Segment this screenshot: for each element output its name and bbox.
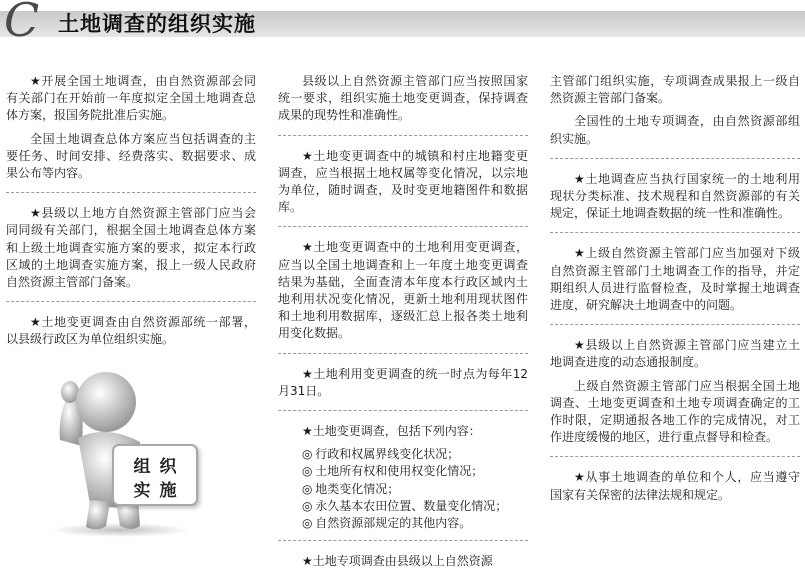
bullet-icon: ◎: [302, 481, 313, 496]
paragraph: ★土地变更调查中的土地利用变更调查，应当以全国土地调查和上一年度土地变更调查结果为基础，全面查清本年度本行政区域内土地利用状况变化情况，更新土地利用现状图件和土地利用数据库，逐级汇总上报各类土地利用变化数据。: [278, 240, 528, 341]
divider: [550, 232, 800, 233]
paragraph: 全国性的土地专项调查，由自然资源部组织实施。: [550, 114, 800, 146]
paragraph: ★土地变更调查中的城镇和村庄地籍变更调查，应当根据土地权属等变化情况，以宗地为单位，随时调查，及时变更地籍图件和数据库。: [278, 148, 528, 215]
divider: [550, 456, 800, 457]
sign-text: 组织: [133, 457, 186, 477]
bullet-icon: ◎: [302, 498, 313, 513]
paragraph: ★县级以上自然资源主管部门应当建立土地调查进度的动态通报制度。: [550, 338, 800, 370]
divider: [550, 158, 800, 159]
section-letter: C: [4, 0, 40, 47]
column-3: [550, 73, 800, 510]
paragraph: ★从事土地调查的单位和个人，应当遵守国家有关保密的法律法规和规定。: [550, 470, 800, 502]
paragraph: 全国土地调查总体方案应当包括调查的主要任务、时间安排、经费落实、数据要求、成果公布等内容。: [6, 131, 256, 181]
list-item: ◎ 地类变化情况；: [302, 481, 528, 498]
change-content-list: [278, 446, 528, 536]
bullet-icon: ◎: [302, 516, 313, 531]
paragraph: ★开展全国土地调查，由自然资源部会同有关部门在开始前一年度拟定全国土地调查总体方案，报国务院批准后实施。: [6, 74, 256, 123]
column-1: [6, 73, 256, 355]
divider: [278, 353, 528, 354]
paragraph: 县级以上自然资源主管部门应当按照国家统一要求，组织实施土地变更调查，保持调查成果的现势性和准确性。: [278, 74, 528, 123]
paragraph: ★县级以上地方自然资源主管部门应当会同同级有关部门，根据全国土地调查总体方案和上级土地调查实施方案的要求，拟定本行政区域的土地调查实施方案，报上一级人民政府自然资源主管部门备案。: [6, 206, 256, 290]
paragraph: ★土地调查应当执行国家统一的土地利用现状分类标准、技术规程和自然资源部的有关规定，保证土地调查数据的统一性和准确性。: [550, 171, 800, 221]
paragraph: ★土地利用变更调查的统一时点为每年12月31日。: [278, 366, 528, 398]
divider: [550, 324, 800, 325]
paragraph: 上级自然资源主管部门应当根据全国土地调查、土地变更调查和土地专项调查确定的工作时限，定期通报各地工作的完成情况，对工作进度缓慢的地区，进行重点督导和检查。: [550, 378, 800, 445]
paragraph: ★土地专项调查由县级以上自然资源: [302, 554, 493, 569]
paragraph: ★上级自然资源主管部门应当加强对下级自然资源主管部门土地调查工作的指导，并定期组织人员进行监督检查，及时掌握土地调查进度，研究解决土地调查中的问题。: [550, 246, 800, 313]
section-title: 土地调查的组织实施: [58, 12, 256, 36]
divider: [278, 135, 528, 136]
section-header: [0, 0, 805, 47]
bullet-icon: ◎: [302, 447, 313, 462]
list-item: ◎ 行政和权属界线变化状况；: [302, 446, 528, 463]
bullet-icon: ◎: [302, 464, 313, 479]
paragraph: 主管部门组织实施，专项调查成果报上一级自然资源主管部门备案。: [550, 74, 800, 106]
list-item: ◎ 土地所有权和使用权变化情况；: [302, 463, 528, 480]
divider: [278, 226, 528, 227]
paragraph: ★土地变更调查，包括下列内容：: [302, 424, 481, 439]
list-item: ◎ 永久基本农田位置、数量变化情况；: [302, 498, 528, 515]
sign-board: [112, 444, 198, 506]
divider: [6, 301, 256, 302]
list-item: ◎ 自然资源部规定的其他内容。: [302, 515, 528, 532]
divider: [6, 192, 256, 193]
sign-text: 实施: [133, 481, 186, 501]
paragraph: ★土地变更调查由自然资源部统一部署，以县级行政区为单位组织实施。: [6, 315, 256, 347]
column-2: [278, 73, 528, 576]
divider: [278, 410, 528, 411]
